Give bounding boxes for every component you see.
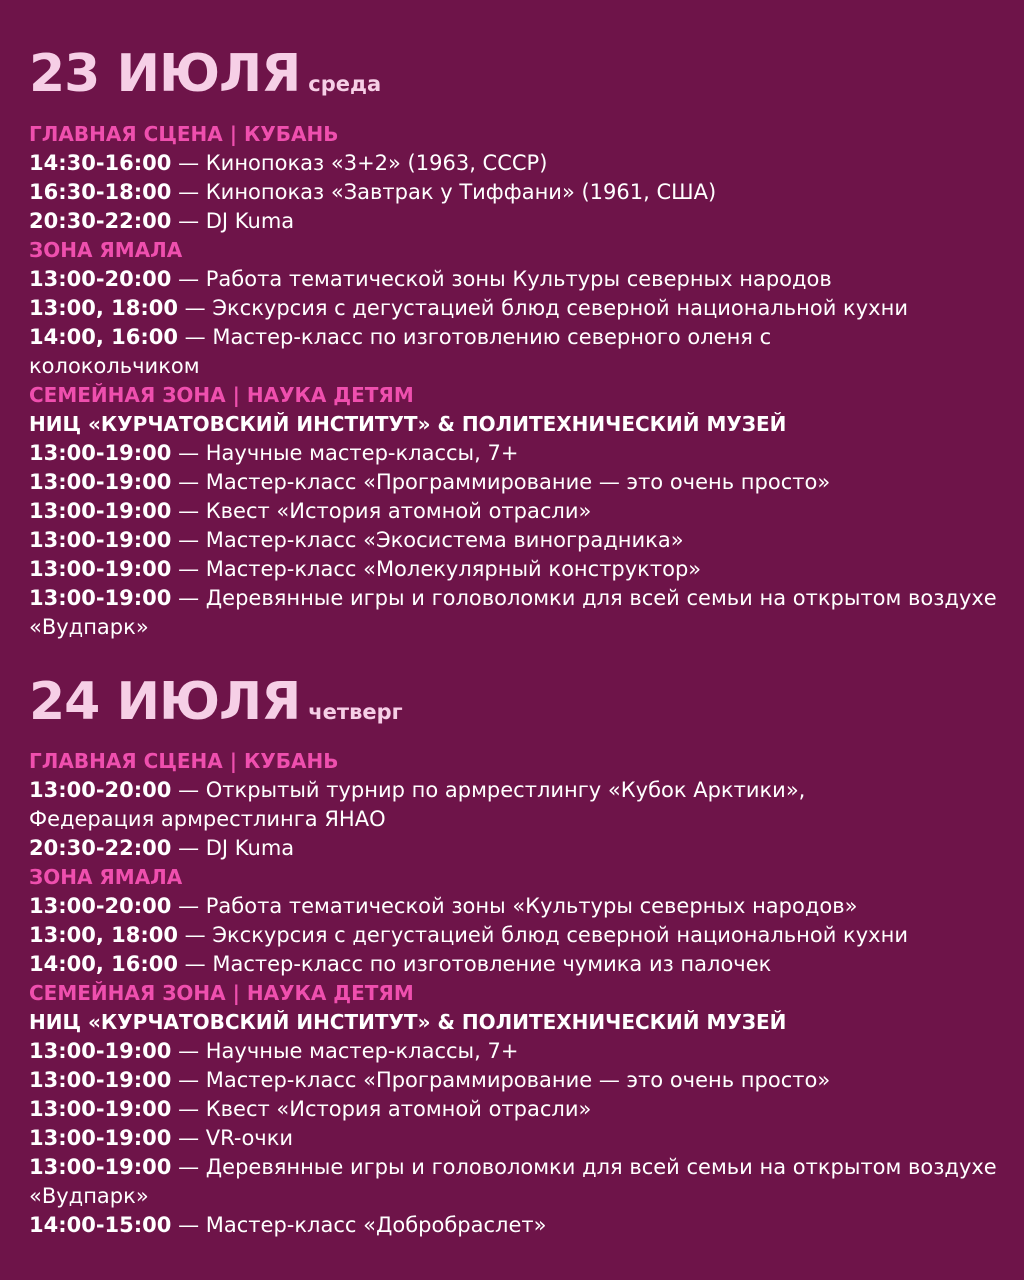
event-item (29, 1037, 999, 1066)
event-item (29, 776, 889, 834)
section-heading: ЗОНА ЯМАЛА (29, 865, 183, 889)
event-time: 14:00-15:00 (29, 1213, 172, 1237)
event-text: — Мастер-класс по изготовлению северного оленя с колокольчиком (29, 325, 772, 378)
event-item (29, 497, 999, 526)
section-heading: ЗОНА ЯМАЛА (29, 238, 183, 262)
event-time: 16:30-18:00 (29, 180, 172, 204)
event-text: — Экскурсия с дегустацией блюд северной национальной кухни (177, 923, 908, 947)
event-time: 20:30-22:00 (29, 836, 172, 860)
event-time: 13:00-19:00 (29, 528, 172, 552)
event-time: 20:30-22:00 (29, 209, 172, 233)
event-time: 13:00-19:00 (29, 1039, 172, 1063)
event-time: 13:00-19:00 (29, 1097, 172, 1121)
event-text: — Деревянные игры и головоломки для всей семьи на открытом воздухе «Вудпарк» (29, 1155, 997, 1208)
event-time: 13:00, 18:00 (29, 923, 178, 947)
event-text: — Экскурсия с дегустацией блюд северной национальной кухни (177, 296, 908, 320)
event-text: — Мастер-класс по изготовление чумика из палочек (177, 952, 772, 976)
event-item (29, 1211, 999, 1240)
day-weekday: четверг (308, 700, 403, 724)
event-time: 13:00, 18:00 (29, 296, 178, 320)
event-item (29, 294, 999, 323)
event-item (29, 950, 999, 979)
event-time: 13:00-19:00 (29, 1068, 172, 1092)
event-time: 13:00-20:00 (29, 894, 172, 918)
section-subheading: НИЦ «КУРЧАТОВСКИЙ ИНСТИТУТ» & ПОЛИТЕХНИЧЕСКИЙ МУЗЕЙ (29, 412, 787, 436)
event-time: 13:00-19:00 (29, 441, 172, 465)
event-item (29, 1095, 999, 1124)
event-item (29, 439, 999, 468)
section-heading: ГЛАВНАЯ СЦЕНА | КУБАНЬ (29, 122, 339, 146)
event-item (29, 526, 999, 555)
event-item (29, 892, 999, 921)
event-text: — Работа тематической зоны Культуры северных народов (171, 267, 832, 291)
day-block-24 (29, 672, 999, 1240)
event-time: 13:00-20:00 (29, 778, 172, 802)
event-item (29, 178, 999, 207)
day-header (29, 672, 999, 732)
day-weekday: среда (308, 72, 382, 96)
event-text: — VR-очки (171, 1126, 294, 1150)
event-time: 13:00-20:00 (29, 267, 172, 291)
event-item (29, 1124, 999, 1153)
event-item (29, 1066, 999, 1095)
event-text: — Кинопоказ «Завтрак у Тиффани» (1961, США) (171, 180, 717, 204)
event-text: — Мастер-класс «Программирование — это очень просто» (171, 470, 831, 494)
section-heading: ГЛАВНАЯ СЦЕНА | КУБАНЬ (29, 749, 339, 773)
section-subheading: НИЦ «КУРЧАТОВСКИЙ ИНСТИТУТ» & ПОЛИТЕХНИЧЕСКИЙ МУЗЕЙ (29, 1010, 787, 1034)
event-item (29, 584, 999, 642)
event-time: 13:00-19:00 (29, 586, 172, 610)
event-item (29, 468, 999, 497)
event-text: — DJ Kuma (171, 836, 295, 860)
event-text: — Научные мастер-классы, 7+ (171, 441, 519, 465)
event-text: — Мастер-класс «Молекулярный конструктор» (171, 557, 702, 581)
event-time: 14:00, 16:00 (29, 325, 178, 349)
event-time: 13:00-19:00 (29, 557, 172, 581)
event-item (29, 834, 999, 863)
section-heading: СЕМЕЙНАЯ ЗОНА | НАУКА ДЕТЯМ (29, 383, 414, 407)
event-text: — Деревянные игры и головоломки для всей семьи на открытом воздухе «Вудпарк» (29, 586, 997, 639)
event-item (29, 323, 829, 381)
day-title: 23 ИЮЛЯ (29, 44, 301, 104)
event-item (29, 921, 999, 950)
event-text: — Мастер-класс «Добробраслет» (171, 1213, 547, 1237)
event-time: 13:00-19:00 (29, 499, 172, 523)
event-text: — Мастер-класс «Программирование — это очень просто» (171, 1068, 831, 1092)
day-block-23 (29, 44, 999, 642)
day-header (29, 44, 999, 104)
event-time: 13:00-19:00 (29, 1155, 172, 1179)
event-time: 13:00-19:00 (29, 1126, 172, 1150)
event-item (29, 555, 999, 584)
day-title: 24 ИЮЛЯ (29, 672, 301, 732)
event-time: 14:30-16:00 (29, 151, 172, 175)
event-time: 14:00, 16:00 (29, 952, 178, 976)
event-text: — Кинопоказ «3+2» (1963, СССР) (171, 151, 548, 175)
event-text: — Мастер-класс «Экосистема виноградника» (171, 528, 684, 552)
event-text: — Научные мастер-классы, 7+ (171, 1039, 519, 1063)
event-item (29, 207, 999, 236)
section-heading: СЕМЕЙНАЯ ЗОНА | НАУКА ДЕТЯМ (29, 981, 414, 1005)
event-item (29, 149, 999, 178)
event-text: — Работа тематической зоны «Культуры северных народов» (171, 894, 858, 918)
event-time: 13:00-19:00 (29, 470, 172, 494)
event-text: — DJ Kuma (171, 209, 295, 233)
event-text: — Квест «История атомной отрасли» (171, 1097, 592, 1121)
event-item (29, 265, 999, 294)
event-text: — Квест «История атомной отрасли» (171, 499, 592, 523)
event-item (29, 1153, 999, 1211)
event-text: — Открытый турнир по армрестлингу «Кубок Арктики», Федерация армрестлинга ЯНАО (29, 778, 806, 831)
